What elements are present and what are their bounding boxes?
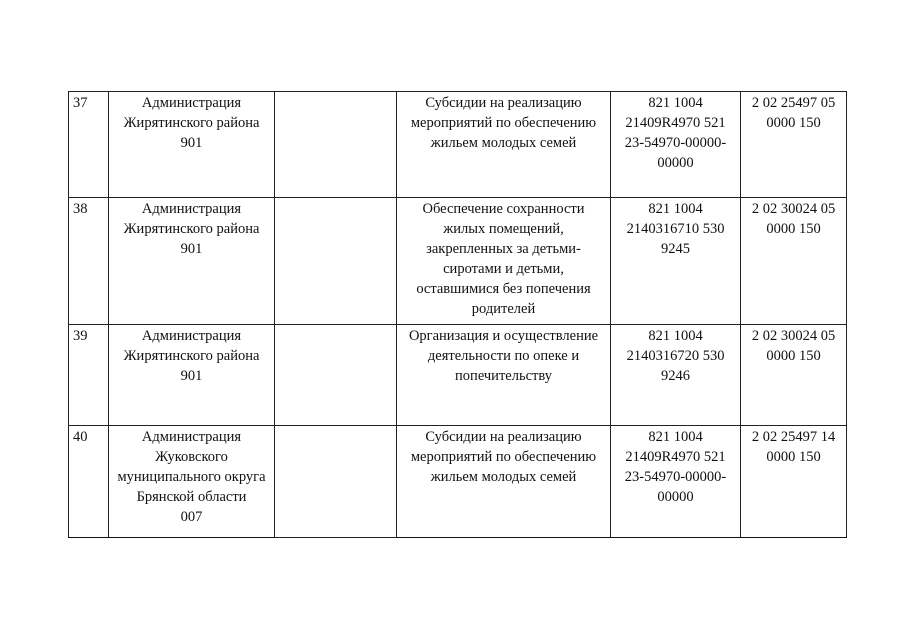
budget-code-cell (611, 198, 741, 325)
row-number: 40 (69, 426, 109, 538)
admin-line: муниципального округа (117, 469, 266, 485)
table-row (69, 325, 847, 426)
empty-cell (275, 325, 397, 426)
table-row (69, 92, 847, 198)
admin-line: Жуковского (155, 449, 228, 465)
admin-line: Администрация (141, 429, 242, 445)
code-line: 23-54970-00000- (624, 469, 727, 485)
income-line: 0000 150 (766, 221, 821, 237)
purpose-text: Организация и осуществление деятельности по опеке и попечительству (408, 328, 599, 384)
purpose-cell (397, 426, 611, 538)
empty-cell (275, 92, 397, 198)
admin-code: 901 (180, 241, 203, 257)
code-line: 9246 (661, 368, 690, 384)
purpose-cell (397, 198, 611, 325)
code-line: 821 1004 (648, 95, 703, 111)
row-number: 37 (69, 92, 109, 198)
subsidy-table (68, 91, 847, 538)
code-line: 00000 (657, 489, 694, 505)
code-line: 9245 (661, 241, 690, 257)
code-line: 2140316720 530 (626, 348, 725, 364)
admin-line: Жирятинского района (123, 115, 260, 131)
admin-line: Администрация (141, 95, 242, 111)
income-line: 2 02 25497 14 (751, 429, 836, 445)
admin-code: 901 (180, 368, 203, 384)
income-line: 2 02 25497 05 (751, 95, 836, 111)
empty-cell (275, 426, 397, 538)
purpose-text: Субсидии на реализацию мероприятий по обеспечению жильем молодых семей (410, 95, 597, 151)
income-line: 2 02 30024 05 (751, 328, 836, 344)
code-line: 23-54970-00000- (624, 135, 727, 151)
code-line: 821 1004 (648, 328, 703, 344)
income-line: 0000 150 (766, 449, 821, 465)
code-line: 821 1004 (648, 429, 703, 445)
code-line: 21409R4970 521 (625, 115, 726, 131)
administrator-cell (109, 92, 275, 198)
admin-line: Жирятинского района (123, 221, 260, 237)
income-code-cell (741, 325, 847, 426)
code-line: 21409R4970 521 (625, 449, 726, 465)
purpose-text: Обеспечение сохранности жилых помещений, закрепленных за детьми-сиротами и детьми, оставшимися без попечения родителей (416, 201, 591, 317)
admin-line: Администрация (141, 328, 242, 344)
row-number: 38 (69, 198, 109, 325)
admin-line: Администрация (141, 201, 242, 217)
admin-line: Жирятинского района (123, 348, 260, 364)
budget-code-cell (611, 426, 741, 538)
row-number: 39 (69, 325, 109, 426)
code-line: 821 1004 (648, 201, 703, 217)
code-line: 00000 (657, 155, 694, 171)
income-line: 0000 150 (766, 115, 821, 131)
income-line: 2 02 30024 05 (751, 201, 836, 217)
table-row (69, 198, 847, 325)
empty-cell (275, 198, 397, 325)
admin-code: 901 (180, 135, 203, 151)
income-code-cell (741, 198, 847, 325)
table-row (69, 426, 847, 538)
administrator-cell (109, 198, 275, 325)
budget-code-cell (611, 92, 741, 198)
income-code-cell (741, 92, 847, 198)
income-code-cell (741, 426, 847, 538)
purpose-text: Субсидии на реализацию мероприятий по обеспечению жильем молодых семей (410, 429, 597, 485)
administrator-cell (109, 426, 275, 538)
purpose-cell (397, 325, 611, 426)
budget-code-cell (611, 325, 741, 426)
income-line: 0000 150 (766, 348, 821, 364)
administrator-cell (109, 325, 275, 426)
code-line: 2140316710 530 (626, 221, 725, 237)
admin-code: 007 (180, 509, 203, 525)
admin-line: Брянской области (136, 489, 247, 505)
purpose-cell (397, 92, 611, 198)
